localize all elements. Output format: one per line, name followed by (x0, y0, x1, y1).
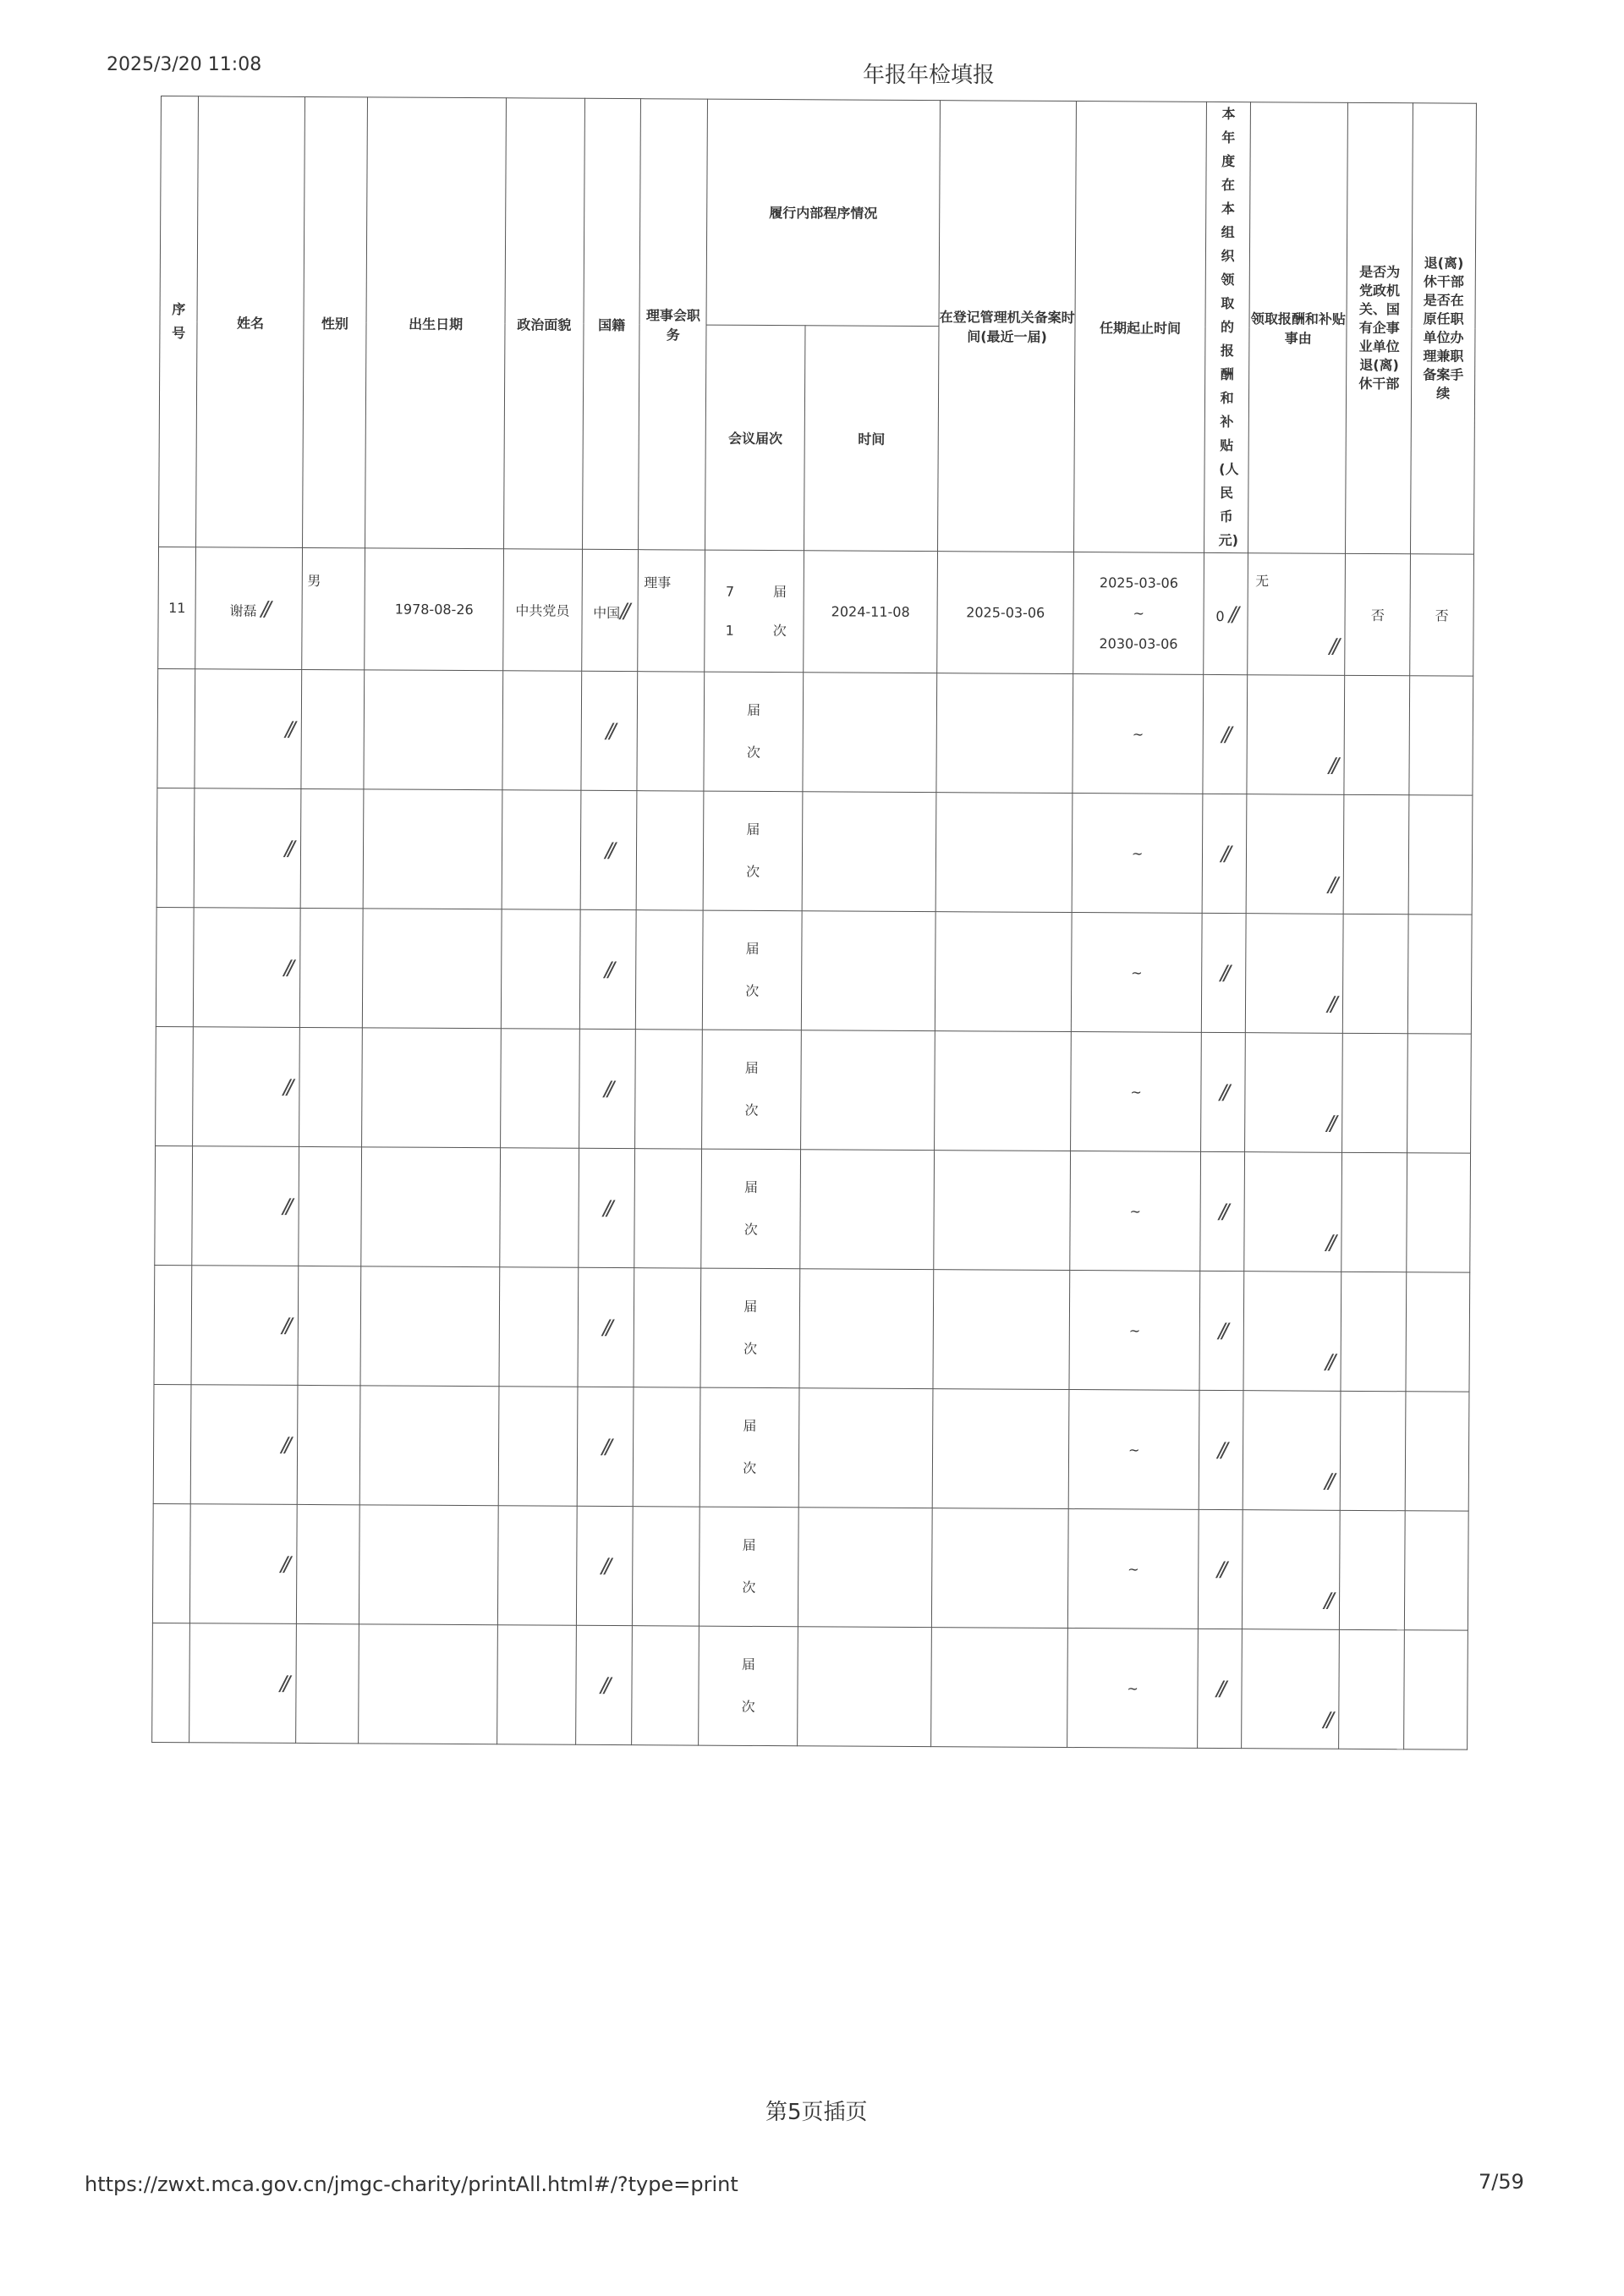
col-birth-date: 出生日期 (365, 97, 507, 549)
blank-mark: // (605, 838, 612, 862)
cell-term: 2025-03-06 ~ 2030-03-06 (1073, 552, 1204, 675)
blank-mark: // (282, 1313, 289, 1338)
table-row: // // 届 次 ~ // // (152, 1623, 1468, 1749)
col-term: 任期起止时间 (1074, 102, 1206, 553)
table-row: // // 届 次 ~ // // (154, 1265, 1470, 1392)
cell-registration-record-time: 2025-03-06 (937, 552, 1074, 674)
page-title: 年报年检填报 (863, 63, 996, 88)
header-row-1 (160, 96, 1476, 329)
board-member-table (151, 96, 1477, 1750)
blank-mark: // (281, 1432, 288, 1457)
blank-mark: // (600, 1673, 608, 1697)
blank-mark: // (1220, 961, 1227, 986)
cell-seq: 11 (158, 547, 196, 668)
blank-mark: // (604, 957, 612, 981)
blank-mark: // (285, 717, 293, 741)
blank-mark: // (1217, 1438, 1225, 1463)
cell-gender: 男 (301, 547, 365, 669)
blank-mark: // (603, 1076, 612, 1101)
blank-mark: // (1328, 872, 1336, 897)
blank-mark: // (1324, 1588, 1331, 1612)
print-datetime: 2025/3/20 11:08 (107, 54, 262, 75)
blank-mark: // (1219, 1080, 1227, 1105)
blank-mark: // (1216, 1557, 1225, 1582)
cell-remuneration: 0 // (1204, 552, 1248, 674)
cell-birth-date: 1978-08-26 (365, 548, 503, 671)
table-row (158, 547, 1474, 676)
blank-mark: // (1325, 1469, 1332, 1493)
col-meeting-session: 会议届次 (705, 325, 806, 551)
table-row: // // 届 次 ~ // // (156, 1026, 1472, 1153)
cell-time: 2024-11-08 (804, 551, 937, 673)
page-url: https://zwxt.mca.gov.cn/jmgc-charity/printAll.html#/?type=print (85, 2172, 738, 2196)
cell-meeting-session: 7 届 1 次 (705, 550, 804, 673)
blank-mark: // (1325, 1230, 1333, 1255)
blank-mark: // (603, 1195, 611, 1220)
blank-mark: // (601, 1553, 609, 1578)
col-seq: 序号 (159, 96, 199, 547)
col-retired-official: 是否为党政机关、国有企事业单位退(离)休干部 (1346, 102, 1413, 553)
blank-mark: // (601, 1434, 609, 1458)
blank-mark: // (1323, 1707, 1330, 1732)
blank-mark: // (1327, 991, 1335, 1016)
col-remuneration: 本年度在本组织领取的报酬和补贴(人民币元) (1204, 102, 1250, 552)
blank-mark: // (283, 955, 291, 980)
blank-mark: // (1326, 1111, 1334, 1135)
col-political-status: 政治面貌 (503, 98, 584, 550)
cell-nationality: 中国// (582, 549, 639, 671)
col-board-role: 理事会职务 (639, 99, 708, 550)
table-row: // // 届 次 ~ // // (156, 907, 1472, 1034)
blank-mark: // (283, 1194, 290, 1218)
blank-mark: // (1325, 1349, 1333, 1374)
page-count: 7/59 (1479, 2170, 1524, 2194)
col-gender: 性别 (302, 96, 368, 547)
blank-mark: // (1221, 842, 1228, 866)
blank-mark: // (1215, 1676, 1224, 1701)
blank-mark: // (1219, 1200, 1226, 1224)
blank-mark: // (1218, 1319, 1226, 1343)
col-registration-record-time: 在登记管理机关备案时间(最近一届) (937, 101, 1077, 552)
cell-retired-filing: 否 (1410, 554, 1474, 676)
blank-mark: // (283, 1074, 291, 1099)
blank-mark: // (602, 1315, 610, 1339)
col-name: 姓名 (196, 96, 304, 548)
cell-board-role: 理事 (638, 550, 705, 672)
cell-retired-official: 否 (1345, 553, 1411, 675)
blank-mark: // (284, 836, 292, 860)
col-internal-procedure: 履行内部程序情况 (706, 99, 940, 326)
blank-mark: // (606, 718, 613, 743)
blank-mark: // (280, 1552, 288, 1576)
cell-remuneration-reason: 无 // (1248, 553, 1346, 676)
col-retired-filing: 退(离)休干部是否在原任职单位办理兼职备案手续 (1411, 103, 1477, 554)
col-time: 时间 (804, 325, 939, 551)
blank-mark: // (1328, 753, 1336, 777)
insert-page-label: 第5页插页 (765, 2100, 868, 2125)
table-row: // // 届 次 ~ // // (153, 1384, 1469, 1511)
table-row: // // 届 次 ~ // // (155, 1145, 1471, 1272)
cell-name: 谢磊 // (195, 547, 302, 670)
table-row: // // 届 次 ~ // // (152, 1503, 1468, 1630)
table-row: // // 届 次 ~ // // (157, 668, 1473, 795)
col-nationality: 国籍 (582, 98, 641, 549)
table-row: // // 届 次 ~ // // (156, 788, 1473, 915)
cell-political-status: 中共党员 (503, 549, 583, 672)
col-remuneration-reason: 领取报酬和补贴事由 (1248, 102, 1348, 554)
blank-mark: // (1221, 722, 1229, 747)
blank-mark: // (279, 1671, 288, 1695)
